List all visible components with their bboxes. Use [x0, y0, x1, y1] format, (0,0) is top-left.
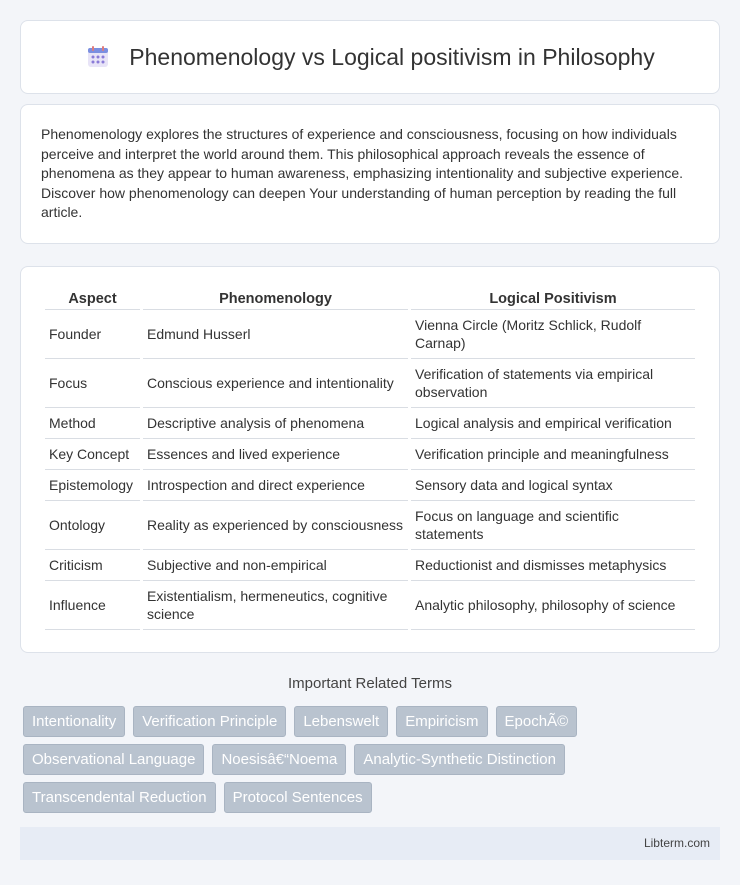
- table-cell: Epistemology: [45, 470, 140, 501]
- footer: [20, 827, 720, 860]
- column-header: Logical Positivism: [411, 289, 695, 310]
- related-term-tag[interactable]: Noesisâ€“Noema: [212, 744, 346, 775]
- table-cell: Founder: [45, 310, 140, 359]
- table-cell: Descriptive analysis of phenomena: [143, 408, 408, 439]
- table-row: [45, 439, 695, 470]
- table-row: [45, 359, 695, 408]
- related-term-tag[interactable]: Protocol Sentences: [224, 782, 372, 813]
- table-row: [45, 470, 695, 501]
- table-cell: Conscious experience and intentionality: [143, 359, 408, 408]
- related-term-tag[interactable]: Lebenswelt: [294, 706, 388, 737]
- column-header: Phenomenology: [143, 289, 408, 310]
- related-terms-section: [0, 675, 740, 813]
- table-cell: Reality as experienced by consciousness: [143, 501, 408, 550]
- table-cell: Introspection and direct experience: [143, 470, 408, 501]
- table-cell: Method: [45, 408, 140, 439]
- table-cell: Logical analysis and empirical verification: [411, 408, 695, 439]
- footer-brand[interactable]: Libterm.com: [643, 836, 710, 850]
- table-cell: Key Concept: [45, 439, 140, 470]
- table-cell: Analytic philosophy, philosophy of science: [411, 581, 695, 630]
- related-term-tag[interactable]: Intentionality: [23, 706, 125, 737]
- table-cell: Edmund Husserl: [143, 310, 408, 359]
- table-row: [45, 501, 695, 550]
- table-cell: Influence: [45, 581, 140, 630]
- page-title: Phenomenology vs Logical positivism in Philosophy: [129, 43, 655, 70]
- related-term-tag[interactable]: Observational Language: [23, 744, 204, 775]
- related-term-tag[interactable]: EpochÃ©: [496, 706, 578, 737]
- table-cell: Focus on language and scientific statements: [411, 501, 695, 550]
- table-cell: Essences and lived experience: [143, 439, 408, 470]
- related-term-tag[interactable]: Transcendental Reduction: [23, 782, 216, 813]
- table-row: [45, 310, 695, 359]
- table-cell: Verification of statements via empirical observation: [411, 359, 695, 408]
- calendar-grid-icon: [85, 44, 111, 70]
- related-terms-title: Important Related Terms: [288, 674, 452, 692]
- table-cell: Verification principle and meaningfulness: [411, 439, 695, 470]
- comparison-table-card: [20, 266, 720, 653]
- table-cell: Vienna Circle (Moritz Schlick, Rudolf Carnap): [411, 310, 695, 359]
- related-term-tag[interactable]: Empiricism: [396, 706, 487, 737]
- table-row: [45, 550, 695, 581]
- related-term-tag[interactable]: Verification Principle: [133, 706, 286, 737]
- comparison-table: [42, 289, 698, 630]
- table-cell: Focus: [45, 359, 140, 408]
- table-cell: Ontology: [45, 501, 140, 550]
- table-cell: Criticism: [45, 550, 140, 581]
- table-row: [45, 408, 695, 439]
- table-cell: Subjective and non-empirical: [143, 550, 408, 581]
- table-cell: Existentialism, hermeneutics, cognitive science: [143, 581, 408, 630]
- table-row: [45, 581, 695, 630]
- intro-text: Phenomenology explores the structures of experience and consciousness, focusing on how individuals perceive and interpret the world around them. This philosophical approach reveals the essence of phenomena as they appear to human awareness, emphasizing intentionality and subjective experience. Discover how phenomenology can deepen Your understanding of human perception by reading the full article.: [41, 126, 684, 220]
- column-header: Aspect: [45, 289, 140, 310]
- related-term-tag[interactable]: Analytic-Synthetic Distinction: [354, 744, 565, 775]
- table-cell: Reductionist and dismisses metaphysics: [411, 550, 695, 581]
- header-card: [20, 20, 720, 94]
- related-terms-tags: [23, 706, 720, 813]
- intro-card: [20, 104, 720, 244]
- table-cell: Sensory data and logical syntax: [411, 470, 695, 501]
